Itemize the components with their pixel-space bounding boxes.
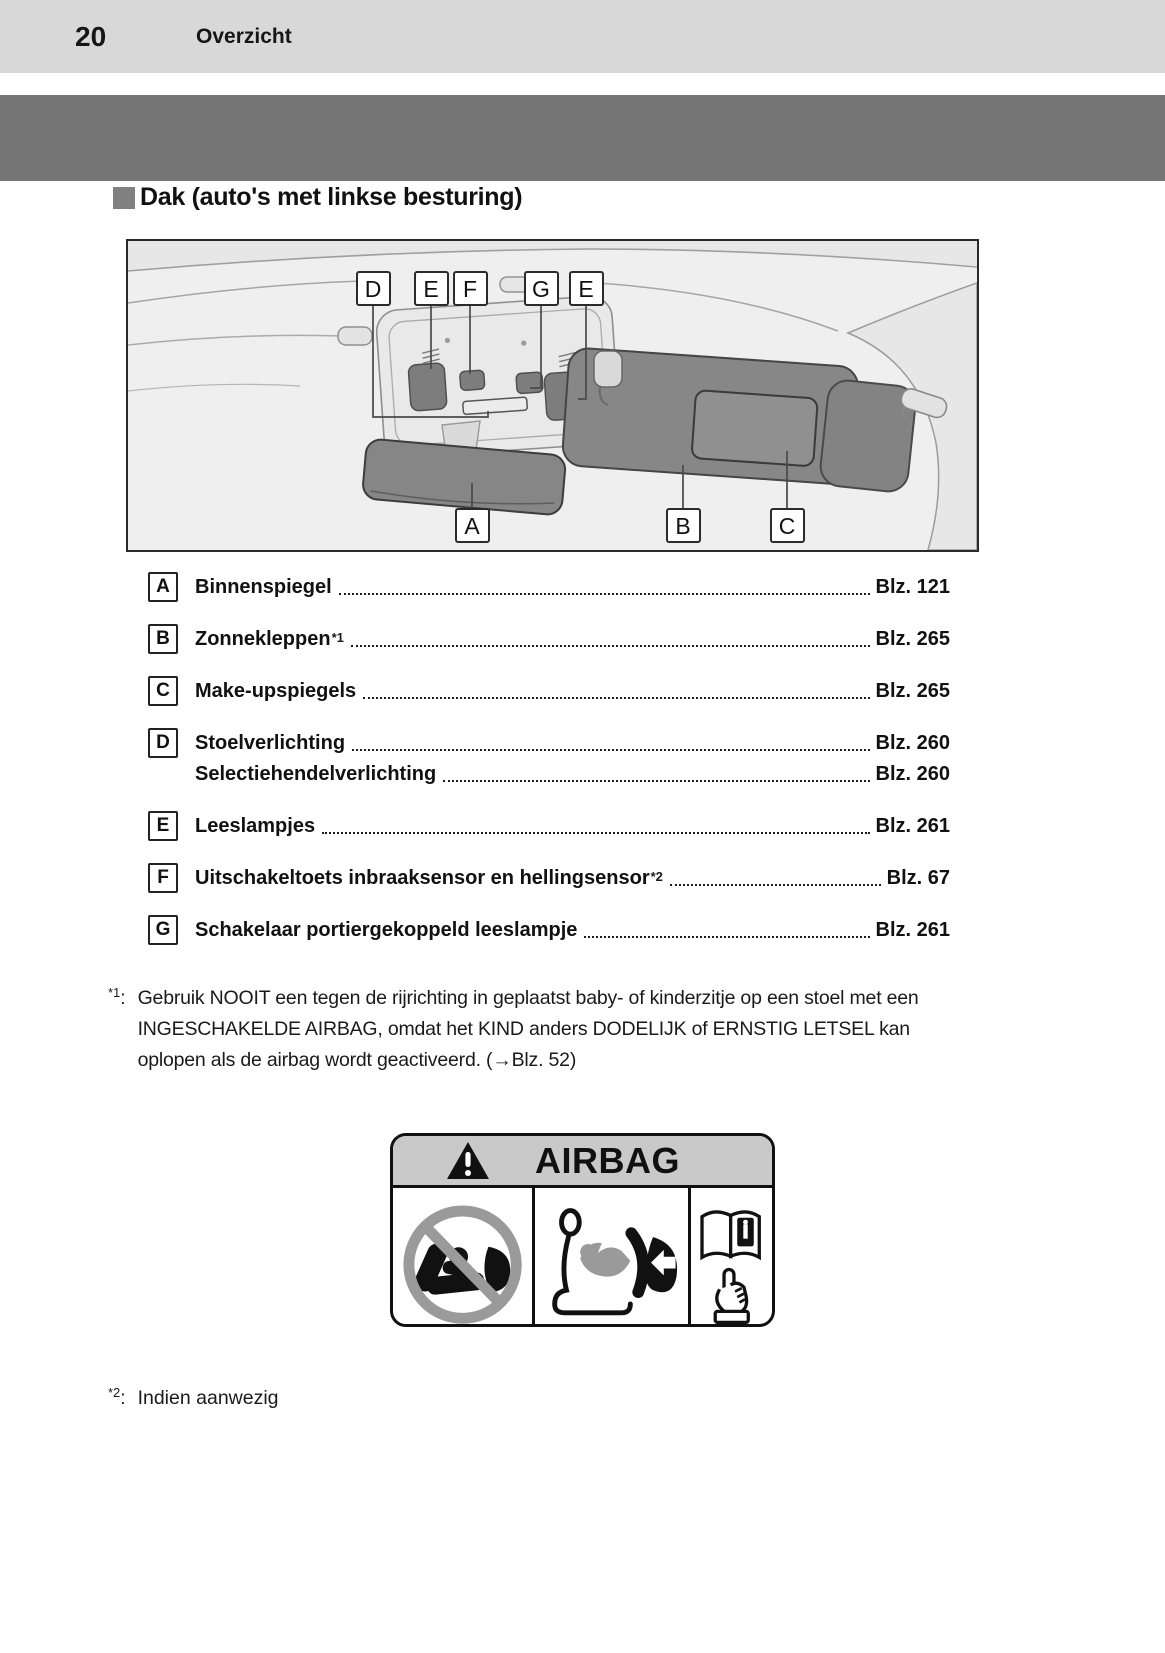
footnote-1: [108, 983, 919, 1076]
chapter-banner: [0, 95, 1165, 181]
footnote-line: Gebruik NOOIT een tegen de rijrichting in geplaatst baby- of kinderzitje op een stoel met een: [137, 987, 919, 1009]
section-heading: [113, 183, 522, 212]
legend-key: A: [148, 572, 178, 602]
sensor-off-button: [460, 370, 485, 391]
footnote-line: oplopen als de airbag wordt geactiveerd. (→Blz. 52): [137, 1049, 577, 1071]
footnote-ref: *2: [650, 869, 663, 884]
legend-row-E: [148, 811, 950, 841]
legend-list: [148, 572, 950, 967]
legend-row-G: [148, 915, 950, 945]
legend-row-A: [148, 572, 950, 602]
legend-key: F: [148, 863, 178, 893]
dot-leader: [670, 884, 881, 886]
legend-key: E: [148, 811, 178, 841]
legend-key: C: [148, 676, 178, 706]
callout-letter: B: [675, 513, 691, 539]
footnote-marker: $^{*1}$:: [108, 985, 126, 1009]
roof-diagram: [126, 239, 979, 552]
legend-key: G: [148, 915, 178, 945]
page-reference: Blz. 261: [875, 815, 950, 837]
legend-row-D: [148, 728, 950, 789]
airbag-label-title: AIRBAG: [535, 1139, 680, 1181]
footnote-line: INGESCHAKELDE AIRBAG, omdat het KIND anders DODELIJK of ERNSTIG LETSEL kan: [137, 1018, 910, 1040]
legend-key: B: [148, 624, 178, 654]
footnote-text: [138, 983, 919, 1076]
door-linked-light-switch: [516, 372, 543, 394]
callout-letter: A: [464, 513, 480, 539]
owners-manual-pointing-hand-icon: [691, 1188, 773, 1327]
page-reference: Blz. 265: [875, 680, 950, 702]
vanity-mirror: [691, 390, 817, 466]
heading-square-icon: [113, 187, 135, 209]
page-reference: Blz. 265: [875, 628, 950, 650]
callout-letter: E: [423, 276, 439, 302]
legend-label: Uitschakeltoets inbraaksensor en hellingsensor: [195, 867, 650, 889]
footnote-2: [108, 1383, 279, 1415]
legend-label: Binnenspiegel: [195, 576, 332, 598]
callout-letter: C: [778, 513, 796, 539]
airbag-label-body: [393, 1188, 772, 1327]
visor-holder-clip: [338, 327, 372, 345]
dot-leader: [322, 832, 869, 834]
footnote-marker: $^{*2}$:: [108, 1385, 126, 1409]
page-number: 20: [75, 21, 107, 52]
airbag-label-header: [393, 1136, 772, 1188]
dot-leader: [351, 645, 870, 647]
page-reference: Blz. 260: [875, 763, 950, 785]
dot-leader: [584, 936, 869, 938]
legend-label: Stoelverlichting: [195, 732, 346, 754]
callout-letter: F: [462, 276, 478, 302]
footnote-ref: *1: [331, 630, 344, 645]
map-light-left: [408, 363, 447, 411]
legend-label: Selectiehendelverlichting: [195, 763, 437, 785]
warning-triangle-icon: [445, 1140, 491, 1182]
footnote-text: Indien aanwezig: [137, 1387, 279, 1409]
legend-row-C: [148, 676, 950, 706]
legend-row-B: [148, 624, 950, 654]
page-reference: Blz. 260: [875, 732, 950, 754]
legend-label: Schakelaar portiergekoppeld leeslampje: [195, 919, 578, 941]
legend-row-F: [148, 863, 950, 893]
page-reference: Blz. 67: [886, 867, 950, 889]
section-title: Overzicht: [196, 25, 292, 48]
header-band: [0, 0, 1165, 73]
page-reference: Blz. 121: [875, 576, 950, 598]
dot-leader: [363, 697, 869, 699]
airbag-warning-label: [390, 1133, 775, 1327]
callout-letter: D: [364, 276, 382, 302]
dot-leader: [443, 780, 869, 782]
dot-leader: [339, 593, 870, 595]
legend-label: Leeslampjes: [195, 815, 316, 837]
callout-letter: G: [532, 276, 550, 302]
heading-text: Dak (auto's met linkse besturing): [140, 183, 523, 211]
roof-illustration: [128, 241, 977, 550]
dot-leader: [352, 749, 869, 751]
page-reference: Blz. 261: [875, 919, 950, 941]
airbag-deployment-seat-icon: [535, 1188, 690, 1327]
legend-key: D: [148, 728, 178, 758]
callout-letter: E: [578, 276, 594, 302]
legend-label: Make-upspiegels: [195, 680, 357, 702]
no-rear-facing-child-seat-icon: [393, 1188, 535, 1327]
legend-label: Zonnekleppen: [195, 628, 331, 650]
